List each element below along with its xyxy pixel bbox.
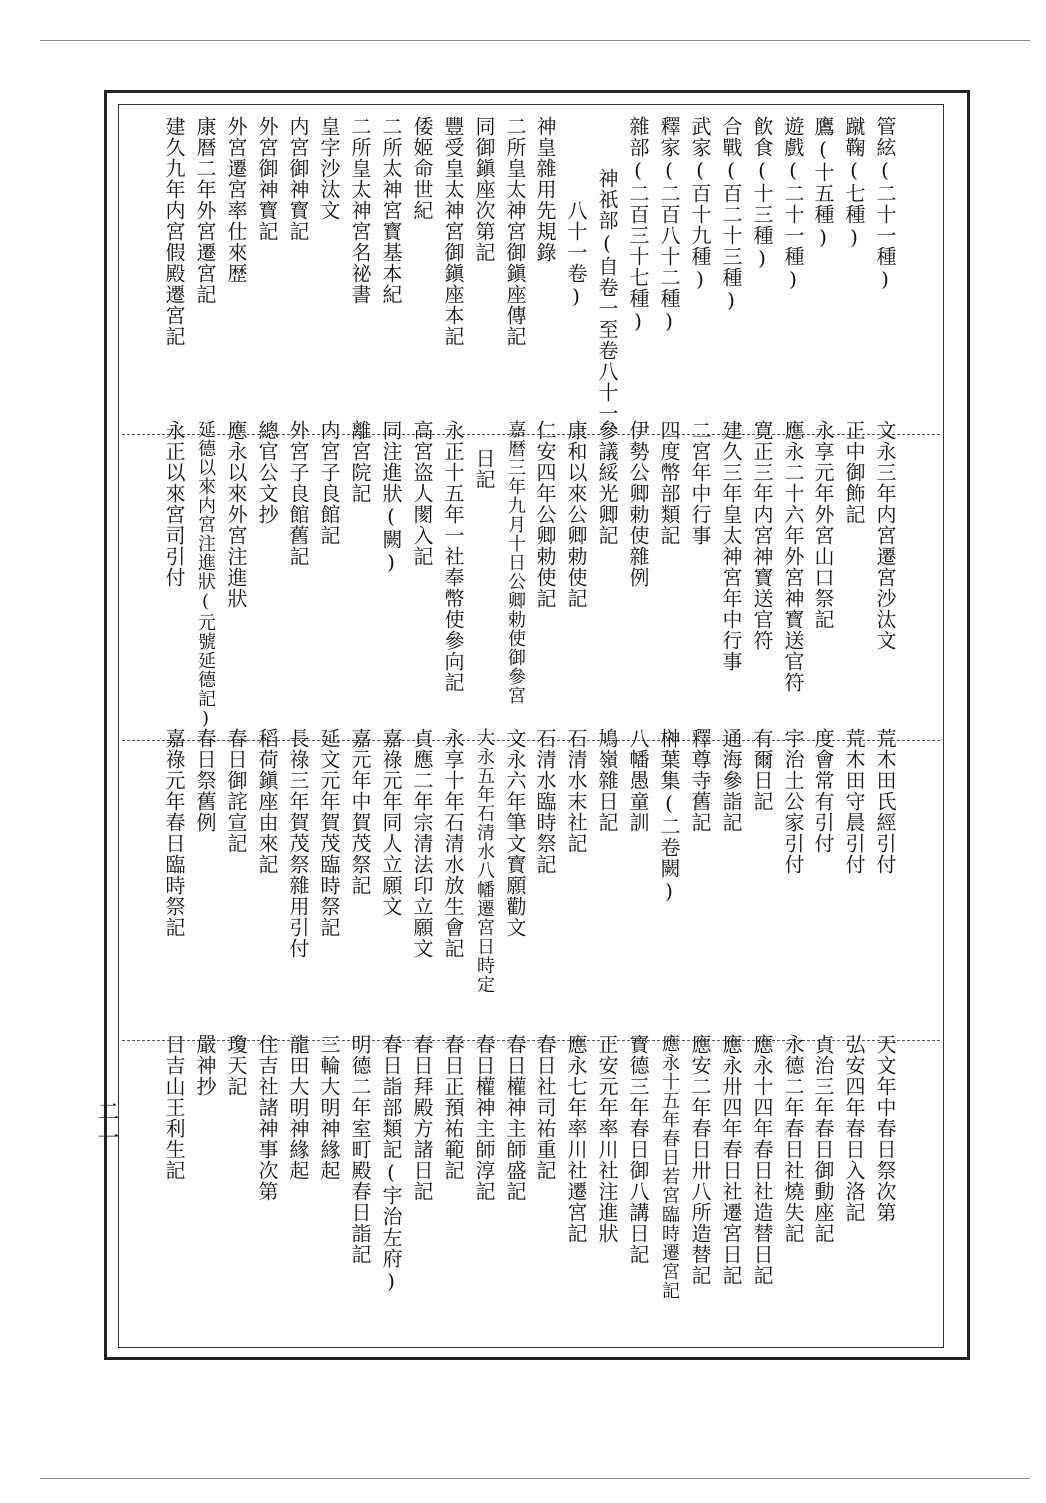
list-entry: 蹴鞠(七種): [842, 116, 866, 250]
list-entry: 應永卅四年春日社遷宮日記: [719, 1034, 743, 1286]
list-entry: 春日正預祐範記: [441, 1034, 465, 1181]
list-entry: 應永二十六年外宮神寳送官符: [781, 420, 805, 693]
list-entry: 應永十四年春日社造替日記: [750, 1034, 774, 1286]
list-entry: 外宮子良館舊記: [286, 420, 310, 567]
list-entry: 離宮院記: [348, 420, 372, 504]
list-entry: 榊葉集(二卷闕): [657, 728, 681, 904]
list-entry: 天文年中春日祭次第: [873, 1034, 897, 1223]
list-entry: 二所太神宮寳基本紀: [379, 116, 403, 305]
list-entry: 延德以來内宮注進狀(元號延德記): [195, 420, 216, 730]
list-entry: 二所皇太神宮名祕書: [348, 116, 372, 305]
list-entry: 四度幣部類記: [657, 420, 681, 546]
list-entry: 瓊天記: [224, 1034, 248, 1097]
list-entry: 春日祭舊例: [193, 728, 217, 833]
list-entry: 同御鎭座次第記: [472, 116, 496, 263]
list-entry: 應永以來外宮注進狀: [224, 420, 248, 609]
list-entry: 釋家(二百八十二種): [657, 116, 681, 334]
list-entry: 文永三年内宮遷宮沙汰文: [873, 420, 897, 651]
list-entry: 參議綏光卿記: [595, 420, 619, 546]
list-entry: 嘉暦三年九月十日公卿勅使御參宮: [505, 420, 526, 705]
list-entry: 釋尊寺舊記: [688, 728, 712, 833]
list-entry: 春日權神主師盛記: [503, 1034, 527, 1202]
list-entry: 貞應二年宗清法印立願文: [410, 728, 434, 959]
list-entry: 延文元年賀茂臨時祭記: [317, 728, 341, 938]
list-entry: 外宮遷宮率仕來歴: [224, 116, 248, 284]
list-entry: 春日御詫宣記: [224, 728, 248, 854]
list-entry: 弘安四年春日入洛記: [842, 1034, 866, 1223]
list-entry: 建久三年皇太神宮年中行事: [719, 420, 743, 672]
list-entry: 飮食(十三種): [750, 116, 774, 271]
list-entry: 日吉山王利生記: [162, 1034, 186, 1181]
catalog-band-2: [122, 420, 940, 740]
list-entry: 應安二年春日卅八所造替記: [688, 1034, 712, 1286]
list-entry: 高宮盗人閡入記: [410, 420, 434, 567]
list-entry: 内宮御神寳記: [286, 116, 310, 242]
list-entry: 有爾日記: [750, 728, 774, 812]
list-entry: 春日拜殿方諸日記: [410, 1034, 434, 1202]
list-entry: 神皇雜用先規錄: [533, 116, 557, 263]
list-entry: 永正十五年一社奉幣使參向記: [441, 420, 465, 693]
list-entry: 住吉社諸神事次第: [255, 1034, 279, 1202]
list-entry: 嘉祿元年春日臨時祭記: [162, 728, 186, 938]
list-entry: 春日詣部類記(宇治左府): [379, 1034, 403, 1294]
list-entry: 武家(百十九種): [688, 116, 712, 292]
list-entry: 嘉元年中賀茂祭記: [348, 728, 372, 896]
list-entry: 稻荷鎭座由來記: [255, 728, 279, 875]
catalog-band-3: [122, 728, 940, 1040]
page-number: 二一: [94, 1100, 119, 1152]
list-entry: 大永五年石清水八幡遷宮日時定: [474, 728, 495, 994]
list-entry: 康暦二年外宮遷宮記: [193, 116, 217, 305]
list-entry: 康和以來公卿勅使記: [564, 420, 588, 609]
list-entry: 仁安四年公卿勅使記: [533, 420, 557, 609]
list-entry: 永正以來宮司引付: [162, 420, 186, 588]
list-entry: 總官公文抄: [255, 420, 279, 525]
list-entry: 永享元年外宮山口祭記: [811, 420, 835, 630]
list-entry: 寛正三年内宮神寳送官符: [750, 420, 774, 651]
list-entry: 二宮年中行事: [688, 420, 712, 546]
list-entry-continued: 日記: [472, 448, 496, 490]
list-entry: 荒木田守晨引付: [842, 728, 866, 875]
catalog-band-4: [122, 1034, 940, 1344]
list-entry: 永享十年石清水放生會記: [441, 728, 465, 959]
list-entry: 正中御飾記: [842, 420, 866, 525]
list-entry: 正安元年率川社注進狀: [595, 1034, 619, 1244]
list-entry: 通海參詣記: [719, 728, 743, 833]
list-entry: 倭姬命世紀: [410, 116, 434, 221]
list-entry: 鷹(十五種): [811, 116, 835, 250]
list-entry: 宇治土公家引付: [781, 728, 805, 875]
list-entry: 度會常有引付: [811, 728, 835, 854]
list-entry: 春日社司祐重記: [533, 1034, 557, 1181]
list-entry: 文永六年筆文寳願勸文: [503, 728, 527, 938]
list-entry: 豐受皇太神宮御鎭座本記: [441, 116, 465, 347]
list-entry: 二所皇太神宮御鎭座傳記: [503, 116, 527, 347]
list-entry: 鳩嶺雜日記: [595, 728, 619, 833]
list-entry: 荒木田氏經引付: [873, 728, 897, 875]
list-entry: 伊勢公卿勅使雜例: [626, 420, 650, 588]
list-entry: 石清水臨時祭記: [533, 728, 557, 875]
list-entry: 永德二年春日社燒失記: [781, 1034, 805, 1244]
list-entry: 明德二年室町殿春日詣記: [348, 1034, 372, 1265]
scan-edge-top: [40, 40, 1030, 41]
list-entry: 建久九年内宮假殿遷宮記: [162, 116, 186, 347]
list-entry: 貞治三年春日御動座記: [811, 1034, 835, 1244]
list-entry: 皇字沙汰文: [317, 116, 341, 221]
list-entry: 龍田大明神緣起: [286, 1034, 310, 1181]
list-entry: 合戰(百二十三種): [719, 116, 743, 313]
list-entry: 長祿三年賀茂祭雜用引付: [286, 728, 310, 959]
list-entry: 應永十五年春日若宮臨時遷宮記: [659, 1034, 680, 1300]
catalog-band-1: [122, 116, 940, 445]
scan-edge-bottom: [40, 1478, 1030, 1479]
list-entry: 三輪大明神緣起: [317, 1034, 341, 1181]
list-entry: 遊戲(二十一種): [781, 116, 805, 292]
list-entry: 雜部(二百三十七種): [626, 116, 650, 334]
list-entry: 八幡愚童訓: [626, 728, 650, 833]
list-entry: 石清水末社記: [564, 728, 588, 854]
list-entry: 嚴神抄: [193, 1034, 217, 1097]
list-entry: 外宮御神寳記: [255, 116, 279, 242]
list-entry: 寳德三年春日御八講日記: [626, 1034, 650, 1265]
list-entry: 應永七年率川社遷宮記: [564, 1034, 588, 1244]
list-entry: 同注進狀(闕): [379, 420, 403, 575]
section-heading-continued: 八十一卷): [564, 200, 588, 309]
list-entry: 嘉祿元年同人立願文: [379, 728, 403, 917]
list-entry: 内宮子良館記: [317, 420, 341, 546]
section-heading: 神祇部(自卷一至卷八十一、: [595, 168, 619, 445]
list-entry: 春日權神主師淳記: [472, 1034, 496, 1202]
list-entry: 管絃(二十一種): [873, 116, 897, 292]
